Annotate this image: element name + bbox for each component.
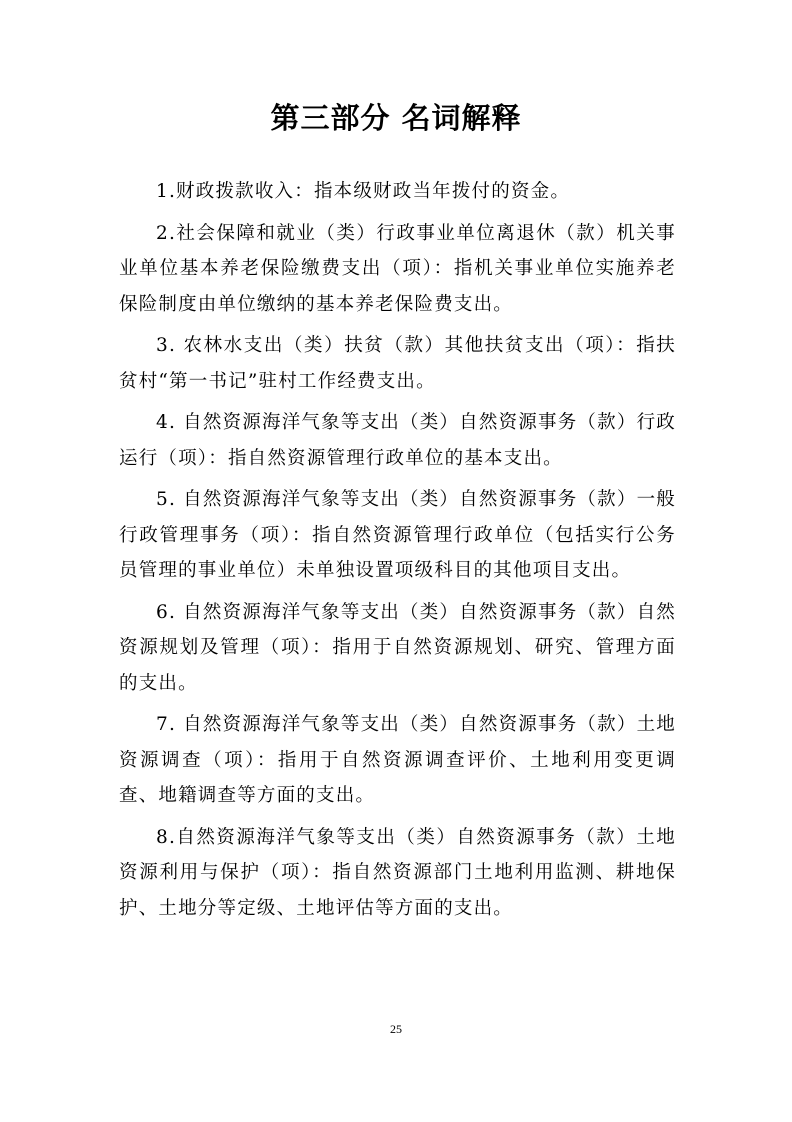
paragraph-3: 3. 农林水支出（类）扶贫（款）其他扶贫支出（项）：指扶贫村“第一书记”驻村工作经费支出。 bbox=[119, 335, 676, 392]
document-body bbox=[119, 174, 676, 932]
page-number: 25 bbox=[390, 1022, 402, 1036]
paragraph-6: 6. 自然资源海洋气象等支出（类）自然资源事务（款）自然资源规划及管理（项）：指用于自然资源规划、研究、管理方面的支出。 bbox=[119, 601, 676, 694]
paragraph-8: 8.自然资源海洋气象等支出（类）自然资源事务（款）土地资源利用与保护（项）：指自然资源部门土地利用监测、耕地保护、土地分等定级、土地评估等方面的支出。 bbox=[119, 826, 676, 919]
paragraph-4: 4. 自然资源海洋气象等支出（类）自然资源事务（款）行政运行（项）：指自然资源管理行政单位的基本支出。 bbox=[119, 412, 676, 469]
paragraph-7: 7. 自然资源海洋气象等支出（类）自然资源事务（款）土地资源调查（项）：指用于自然资源调查评价、土地利用变更调查、地籍调查等方面的支出。 bbox=[119, 714, 676, 806]
page-title: 第三部分 名词解释 bbox=[270, 101, 522, 135]
paragraph-2: 2.社会保障和就业（类）行政事业单位离退休（款）机关事业单位基本养老保险缴费支出（项）：指机关事业单位实施养老保险制度由单位缴纳的基本养老保险费支出。 bbox=[119, 222, 676, 315]
paragraph-1: 1.财政拨款收入：指本级财政当年拨付的资金。 bbox=[156, 181, 571, 202]
paragraph-5: 5. 自然资源海洋气象等支出（类）自然资源事务（款）一般行政管理事务（项）：指自然资源管理行政单位（包括实行公务员管理的事业单位）未单独设置项级科目的其他项目支出。 bbox=[119, 489, 676, 581]
